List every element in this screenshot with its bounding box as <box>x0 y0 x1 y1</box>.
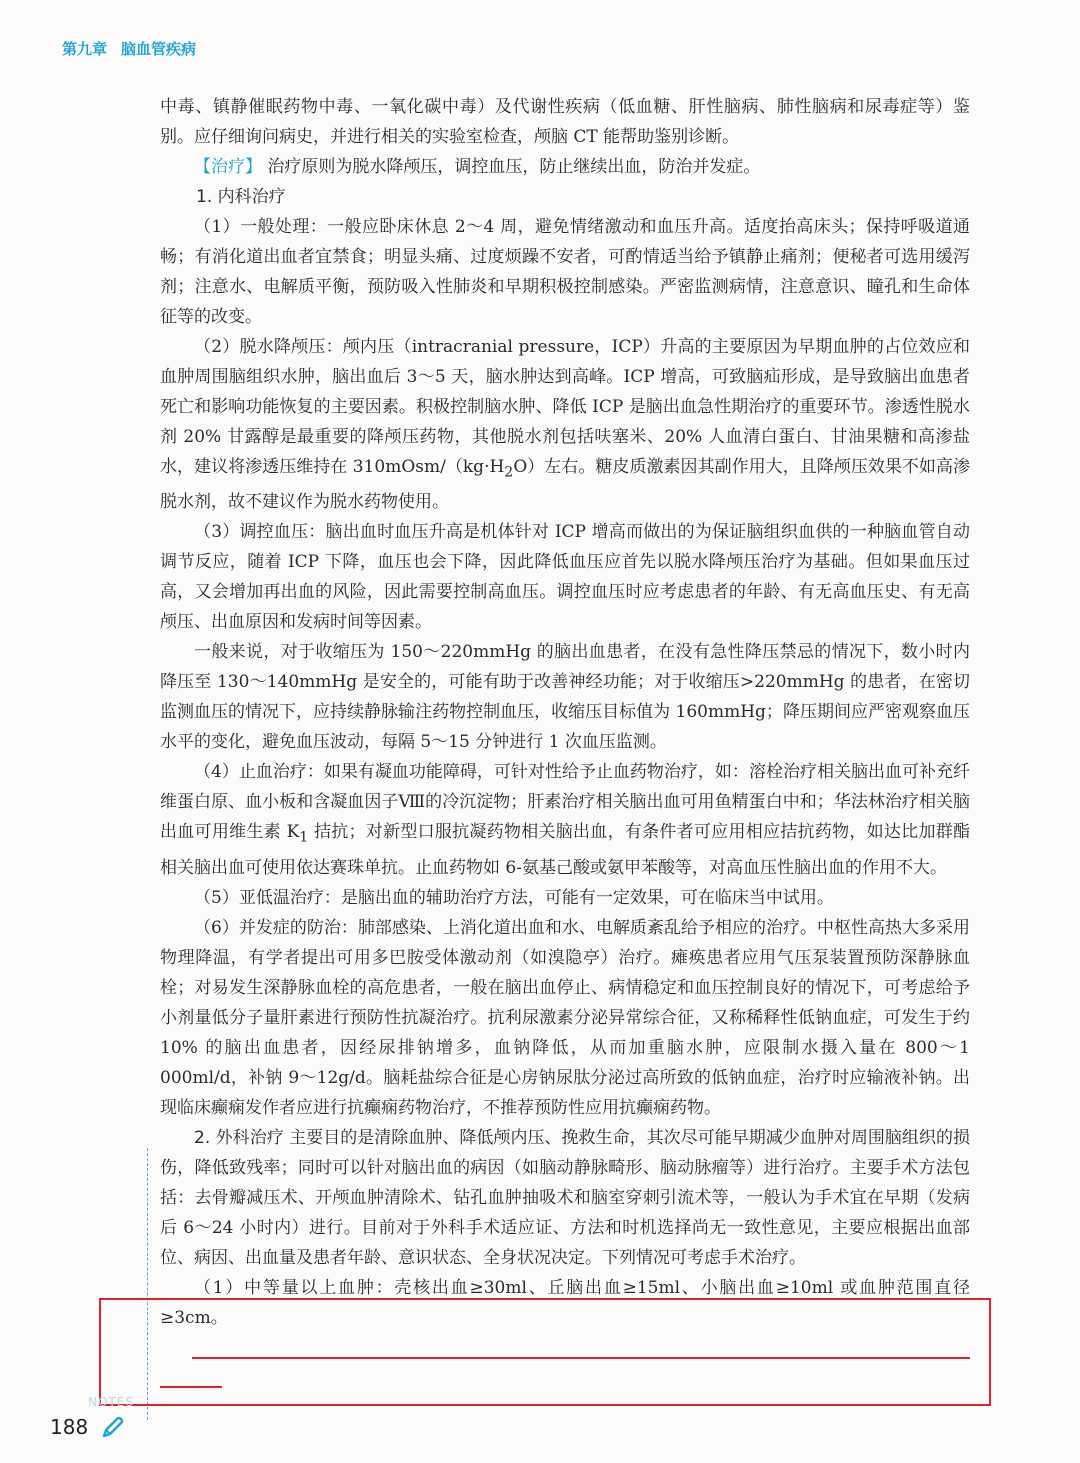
surgical-text: 主要目的是清除血肿、降低颅内压、挽救生命，其次尽可能早期减少血肿对周围脑组织的损伤，降低致残率；同时可以针对脑出血的病因（如脑动静脉畸形、脑动脉瘤等）进行治疗。主要手术方法包括：去骨瓣减压术、开颅血肿清除术、钻孔血肿抽吸术和脑室穿刺引流术等，一般认为手术宜在早期（发病后 6～24 小时内）进行。目前对于外科手术适应证、方法和时机选择尚无一致性意见，主要应根据出血部位、病因、出血量及患者年龄、意识状态、全身状况决定。下列情况可考虑手术治疗。 <box>160 1127 970 1268</box>
red-highlight-box <box>99 1298 991 1406</box>
dehydration-text-b: O）左右。糖皮质激素因其副作用大，且降颅压效果不如高渗脱水剂，故不建议作为脱水药物使用。 <box>160 457 970 513</box>
chapter-title: 脑血管疾病 <box>121 40 197 58</box>
paragraph-blood-pressure: （3）调控血压：脑出血时血压升高是机体针对 ICP 增高而做出的为保证脑组织血供的一种脑血管自动调节反应，随着 ICP 下降，血压也会下降，因此降低血压应首先以脱水降颅压治疗为基础。但如果血压过高，又会增加再出血的风险，因此需要控制高血压。调控血压时应考虑患者的年龄、有无高血压史、有无高颅压、出血原因和发病时间等因素。 <box>160 522 970 633</box>
paragraph-hypothermia: （5）亚低温治疗：是脑出血的辅助治疗方法，可能有一定效果，可在临床当中试用。 <box>194 887 834 908</box>
red-underline-short <box>160 1386 222 1388</box>
pen-icon <box>98 1414 126 1442</box>
paragraph-treatment <box>160 152 970 182</box>
paragraph-bp-targets: 一般来说，对于收缩压为 150～220mmHg 的脑出血患者，在没有急性降压禁忌的情况下，数小时内降压至 130～140mmHg 是安全的，可能有助于改善神经功能；对于收缩压>220mmHg 的患者，在密切监测血压的情况下，应持续静脉输注药物控制血压，收缩压目标值为 160mmHg；降压期间应严密观察血压水平的变化，避免血压波动，每隔 5～15 分钟进行 1 次血压监测。 <box>160 642 970 753</box>
paragraph-complications: （6）并发症的防治：肺部感染、上消化道出血和水、电解质紊乱给予相应的治疗。中枢性高热大多采用物理降温，有学者提出可用多巴胺受体激动剂（如溴隐亭）治疗。瘫痪患者应用气压泵装置预防深静脉血栓；对易发生深静脉血栓的高危患者，一般在脑出血停止、病情稳定和血压控制良好的情况下，可考虑给予小剂量低分子量肝素进行预防性抗凝治疗。抗利尿激素分泌异常综合征，又称稀释性低钠血症，可发生于约 10% 的脑出血患者，因经尿排钠增多，血钠降低，从而加重脑水肿，应限制水摄入量在 800～1 000ml/d，补钠 9～12g/d。脑耗盐综合征是心房钠尿肽分泌过高所致的低钠血症，治疗时应输液补钠。出现临床癫痫发作者应进行抗癫痫药物治疗，不推荐预防性应用抗癫痫药物。 <box>160 917 970 1118</box>
page-content <box>160 92 970 1333</box>
paragraph-intro: 中毒、镇静催眠药物中毒、一氧化碳中毒）及代谢性疾病（低血糖、肝性脑病、肺性脑病和尿毒症等）鉴别。应仔细询问病史，并进行相关的实验室检查，颅脑 CT 能帮助鉴别诊断。 <box>160 97 970 147</box>
heading-surgical-treatment: 2. 外科治疗 <box>194 1127 284 1148</box>
heading-medical-treatment: 1. 内科治疗 <box>196 187 286 207</box>
hemostasis-text-b: 拮抗；对新型口服抗凝药物相关脑出血，有条件者可应用相应拮抗药物，如达比加群酯相关脑出血可使用依达赛珠单抗。止血药物如 6-氨基己酸或氨甲苯酸等，对高血压性脑出血的作用不大。 <box>160 822 970 878</box>
paragraph-general-care: （1）一般处理：一般应卧床休息 2～4 周，避免情绪激动和血压升高。适度抬高床头；保持呼吸道通畅；有消化道出血者宜禁食；明显头痛、过度烦躁不安者，可酌情适当给予镇静止痛剂；便秘者可选用缓泻剂；注意水、电解质平衡，预防吸入性肺炎和早期积极控制感染。严密监测病情，注意意识、瞳孔和生命体征等的改变。 <box>160 217 970 327</box>
subscript-2: 2 <box>504 464 514 481</box>
notes-label: NOTES <box>88 1395 134 1409</box>
paragraph-dehydration <box>160 332 970 517</box>
paragraph-surgical <box>160 1123 970 1273</box>
subscript-1: 1 <box>299 829 309 846</box>
dehydration-text-a: （2）脱水降颅压：颅内压（intracranial pressure，ICP）升高的主要原因为早期血肿的占位效应和血肿周围脑组织水肿，脑出血后 3～5 天，脑水肿达到高峰。ICP 增高，可致脑疝形成，是导致脑出血患者死亡和影响功能恢复的主要因素。积极控制脑水肿、降低 ICP 是脑出血急性期治疗的重要环节。渗透性脱水剂 20% 甘露醇是最重要的降颅压药物，其他脱水剂包括呋塞米、20% 人血清白蛋白、甘油果糖和高渗盐水，建议将渗透压维持在 310mOsm/（kg·H <box>160 337 970 477</box>
treatment-tag: 【治疗】 <box>194 157 262 177</box>
page-number: 188 <box>50 1415 89 1439</box>
hemostasis-text-a: （4）止血治疗：如果有凝血功能障碍，可针对性给予止血药物治疗，如：溶栓治疗相关脑出血可补充纤维蛋白原、血小板和含凝血因子Ⅷ的冷沉淀物；肝素治疗相关脑出血可用鱼精蛋白中和；华法林治疗相关脑出血可用维生素 K <box>160 762 970 843</box>
paragraph-hematoma-criteria: （1）中等量以上血肿：壳核出血≥30ml、丘脑出血≥15ml、小脑出血≥10ml 或血肿范围直径≥3cm。 <box>160 1277 970 1328</box>
chapter-header <box>62 38 210 59</box>
chapter-number: 第九章 <box>62 40 108 58</box>
paragraph-hemostasis <box>160 757 970 882</box>
treatment-principle: 治疗原则为脱水降颅压，调控血压，防止继续出血，防治并发症。 <box>262 157 761 177</box>
red-underline <box>192 1357 970 1359</box>
